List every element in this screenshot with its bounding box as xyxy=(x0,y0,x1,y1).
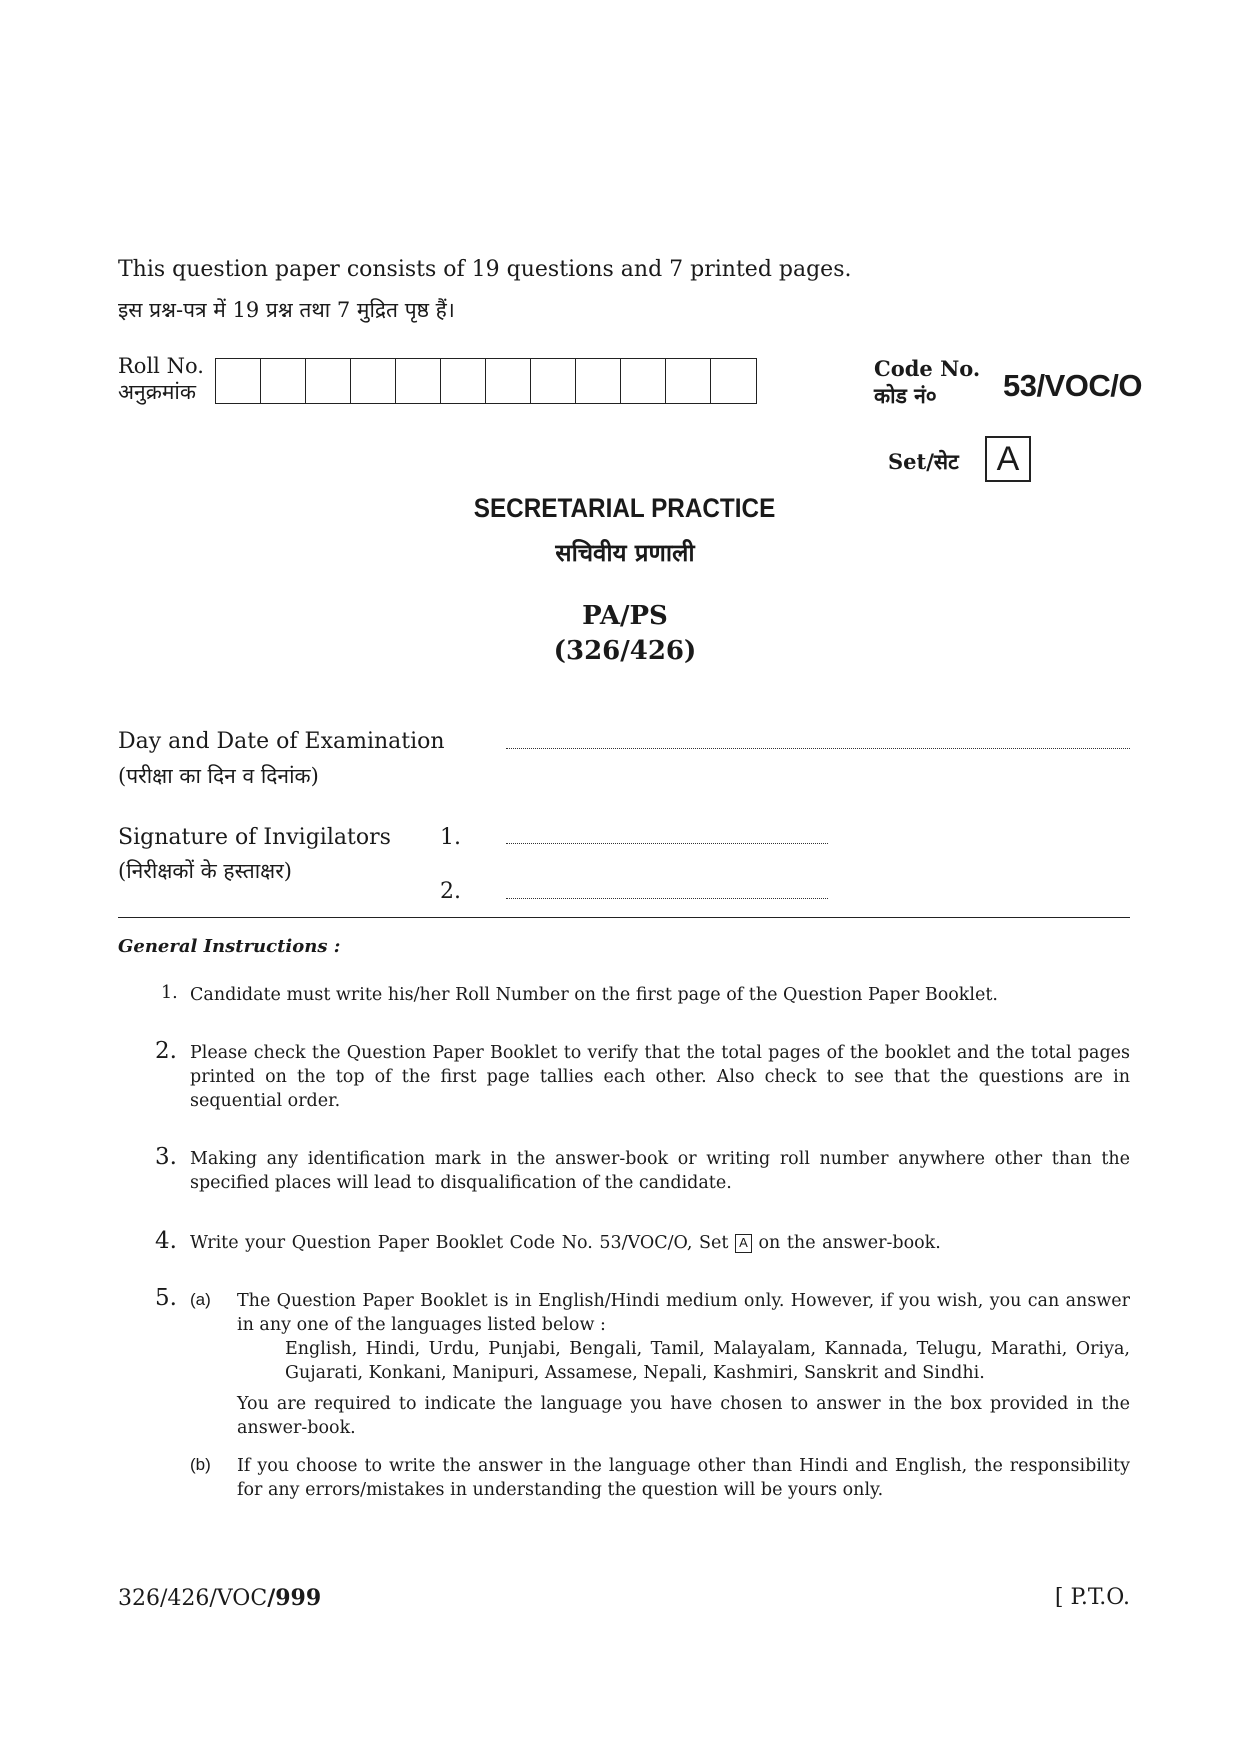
set-label: Set/सेट xyxy=(888,449,959,474)
instruction-5a-text: The Question Paper Booklet is in English/Hindi medium only. However, if you wish, you can answer in any one of the languages listed below : xyxy=(237,1291,1130,1335)
subject-title-hi: सचिवीय प्रणाली xyxy=(555,538,695,567)
roll-label xyxy=(118,353,204,405)
code-value: 53/VOC/O xyxy=(1003,368,1142,403)
code-label-hi: कोड नं० xyxy=(874,383,937,408)
instruction-5a-label: (a) xyxy=(190,1290,211,1309)
pto-label: [ P.T.O. xyxy=(1054,1585,1130,1610)
invigilator-1-number: 1. xyxy=(440,825,461,850)
footer-paper-code xyxy=(118,1585,321,1611)
general-instructions-title: General Instructions : xyxy=(118,936,341,957)
pages-count-hi: इस प्रश्न-पत्र में 19 प्रश्न तथा 7 मुद्रित पृष्ठ हैं। xyxy=(118,298,455,322)
pages-count-en: This question paper consists of 19 questions and 7 printed pages. xyxy=(118,257,852,282)
roll-number-grid xyxy=(215,358,757,404)
course-code: (326/426) xyxy=(553,636,697,666)
instruction-4-post: on the answer-book. xyxy=(758,1233,941,1253)
roll-cell[interactable] xyxy=(711,359,756,403)
instruction-4-pre: Write your Question Paper Booklet Code No. 53/VOC/O, Set xyxy=(190,1233,729,1253)
course-name: PA/PS xyxy=(582,601,668,631)
roll-cell[interactable] xyxy=(666,359,711,403)
instruction-5a-note: You are required to indicate the language you have chosen to answer in the box provided in the answer-book. xyxy=(237,1394,1130,1438)
instruction-text: Please check the Question Paper Booklet to verify that the total pages of the booklet and the total pages printed on the top of the first page tallies each other. Also check to see that the questions are in sequential order. xyxy=(190,1043,1130,1111)
roll-cell[interactable] xyxy=(216,359,261,403)
instruction-number: 3. xyxy=(155,1144,177,1170)
roll-cell[interactable] xyxy=(396,359,441,403)
roll-cell[interactable] xyxy=(261,359,306,403)
instruction-5b-label: (b) xyxy=(190,1455,211,1474)
roll-cell[interactable] xyxy=(576,359,621,403)
language-list: English, Hindi, Urdu, Punjabi, Bengali, Tamil, Malayalam, Kannada, Telugu, Marathi, Oriya, Gujarati, Konkani, Manipuri, Assamese, Nepali, Kashmiri, Sanskrit and Sindhi. xyxy=(285,1339,1130,1383)
code-label-en: Code No. xyxy=(874,356,981,381)
roll-label-hi: अनुक्रमांक xyxy=(118,380,196,404)
footer-code-prefix: 326/426/VOC xyxy=(118,1586,268,1611)
invigilator-label-hi: (निरीक्षकों के हस्ताक्षर) xyxy=(118,859,292,883)
instruction-number: 2. xyxy=(155,1038,177,1064)
set-box: A xyxy=(985,436,1031,482)
roll-cell[interactable] xyxy=(621,359,666,403)
subject-title-en: SECRETARIAL PRACTICE xyxy=(474,493,776,523)
instruction-text xyxy=(190,1231,1130,1255)
exam-date-label-hi: (परीक्षा का दिन व दिनांक) xyxy=(118,764,319,788)
roll-cell[interactable] xyxy=(351,359,396,403)
instruction-number: 1. xyxy=(161,983,178,1003)
invigilator-2-number: 2. xyxy=(440,879,461,904)
roll-cell[interactable] xyxy=(531,359,576,403)
exam-date-label-en: Day and Date of Examination xyxy=(118,729,445,754)
invigilator-label-en: Signature of Invigilators xyxy=(118,825,391,850)
set-a-inline-box: A xyxy=(735,1234,752,1253)
exam-date-field[interactable] xyxy=(506,748,1130,749)
roll-cell[interactable] xyxy=(486,359,531,403)
roll-cell[interactable] xyxy=(306,359,351,403)
instruction-text: Making any identification mark in the answer-book or writing roll number anywhere other than the specified places will lead to disqualification of the candidate. xyxy=(190,1149,1130,1193)
invigilator-1-signature-field[interactable] xyxy=(506,843,828,844)
roll-label-en: Roll No. xyxy=(118,354,204,378)
code-label xyxy=(874,355,980,409)
roll-cell[interactable] xyxy=(441,359,486,403)
instruction-5b-text: If you choose to write the answer in the language other than Hindi and English, the responsibility for any errors/mistakes in understanding the question will be yours only. xyxy=(237,1456,1130,1500)
invigilator-2-signature-field[interactable] xyxy=(506,898,828,899)
instruction-number: 4. xyxy=(155,1228,177,1254)
instruction-number: 5. xyxy=(155,1285,177,1311)
section-divider xyxy=(118,917,1130,918)
footer-code-suffix: /999 xyxy=(267,1585,322,1611)
instruction-text: Candidate must write his/her Roll Number on the first page of the Question Paper Booklet. xyxy=(190,985,998,1005)
